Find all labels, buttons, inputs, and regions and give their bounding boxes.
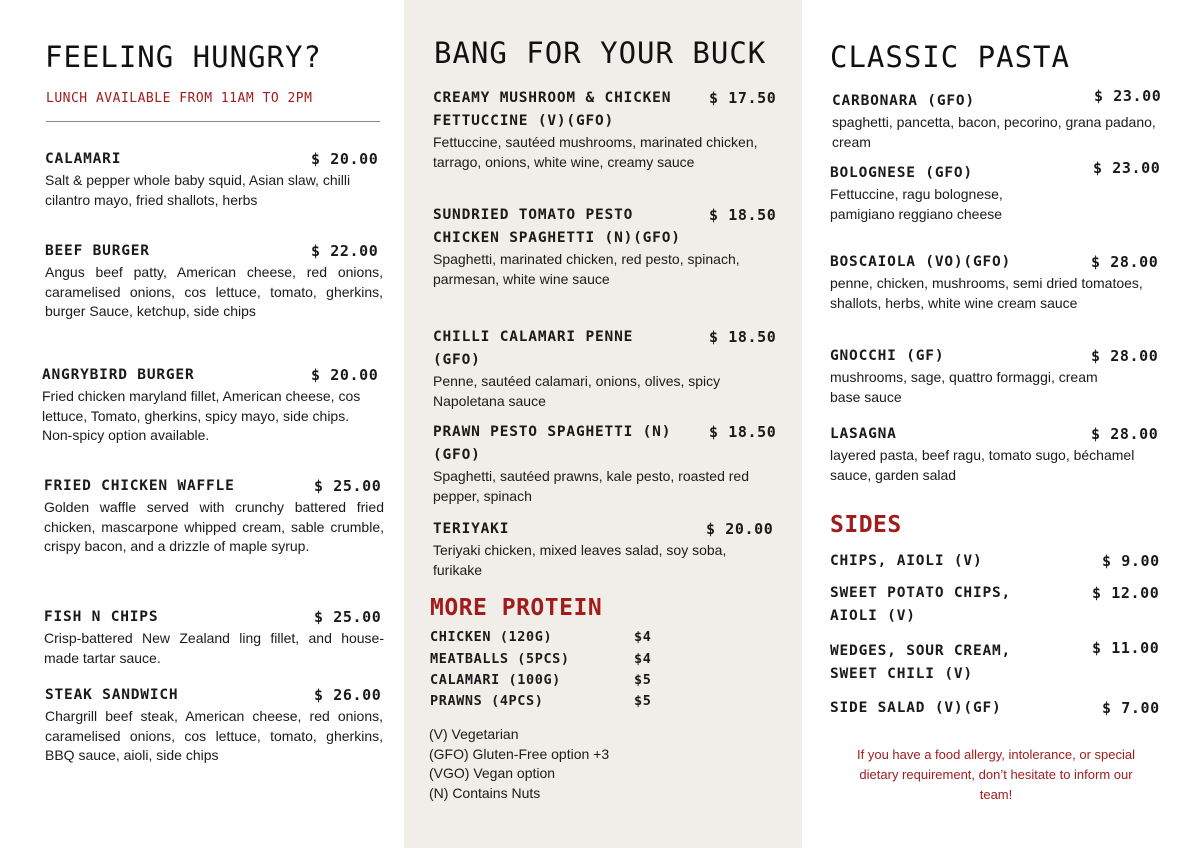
item-name: LASAGNA — [830, 426, 897, 442]
side-wedges — [830, 640, 1175, 686]
protein-price: $5 — [634, 693, 652, 709]
protein-price: $5 — [634, 672, 652, 688]
item-price: $ 28.00 — [1091, 253, 1159, 271]
column-feeling-hungry — [0, 0, 404, 848]
item-description: Fettuccine, sautéed mushrooms, marinated chicken, tarrago, onions, white wine, creamy sauce — [433, 134, 758, 170]
lunch-hours-subtitle: LUNCH AVAILABLE FROM 11AM TO 2PM — [46, 91, 313, 106]
item-name: FISH N CHIPS — [44, 609, 159, 625]
item-price: $ 23.00 — [1094, 87, 1162, 105]
item-name: CARBONARA (GFO) — [832, 93, 975, 109]
item-description: mushrooms, sage, quattro formaggi, cream base sauce — [830, 369, 1098, 405]
menu-item-lasagna — [830, 423, 1175, 485]
item-description: layered pasta, beef ragu, tomato sugo, béchamel sauce, garden salad — [830, 447, 1135, 483]
section-title: BANG FOR YOUR BUCK — [434, 36, 767, 70]
column-bang-for-your-buck — [404, 0, 802, 848]
item-description: Angus beef patty, American cheese, red onions, caramelised onions, cos lettuce, tomato, gherkins, burger Sauce, ketchup, side chips — [45, 264, 383, 319]
item-price: $ 18.50 — [709, 328, 777, 346]
item-price: $ 22.00 — [311, 242, 379, 260]
item-name: PRAWN PESTO SPAGHETTI (N)(GFO) — [433, 424, 672, 463]
legend-gluten-free-option: (GFO) Gluten-Free option +3 — [429, 745, 610, 762]
protein-name: CHICKEN (120G) — [430, 629, 553, 645]
menu-item-beef-burger — [45, 240, 383, 322]
menu-item-steak-sandwich — [45, 684, 383, 766]
item-name: STEAK SANDWICH — [45, 687, 179, 703]
menu-item-calamari — [45, 148, 383, 210]
item-price: $ 11.00 — [1092, 639, 1160, 657]
item-description: penne, chicken, mushrooms, semi dried tomatoes, shallots, herbs, white wine cream sauce — [830, 275, 1143, 311]
dietary-legend — [429, 725, 609, 804]
item-price: $ 7.00 — [1102, 699, 1160, 717]
item-description: Spaghetti, marinated chicken, red pesto, spinach, parmesan, white wine sauce — [433, 251, 740, 287]
item-description: Fettuccine, ragu bolognese, pamigiano reggiano cheese — [830, 186, 1003, 222]
item-price: $ 9.00 — [1102, 552, 1160, 570]
item-name: CHIPS, AIOLI (V) — [830, 553, 983, 569]
item-name: CREAMY MUSHROOM & CHICKEN FETTUCCINE (V)(GFO) — [433, 90, 672, 129]
item-name: BEEF BURGER — [45, 243, 150, 259]
legend-vegan-option: (VGO) Vegan option — [429, 765, 556, 782]
item-description: Spaghetti, sautéed prawns, kale pesto, roasted red pepper, spinach — [433, 468, 749, 504]
item-name: TERIYAKI — [433, 521, 510, 537]
item-name: BOLOGNESE (GFO) — [830, 165, 973, 181]
divider — [46, 121, 380, 122]
item-price: $ 28.00 — [1091, 425, 1159, 443]
item-description: Crisp-battered New Zealand ling fillet, and house-made tartar sauce. — [44, 630, 384, 666]
menu-item-angrybird-burger — [42, 364, 380, 446]
legend-vegetarian: (V) Vegetarian — [429, 726, 519, 742]
section-title: CLASSIC PASTA — [830, 40, 1070, 74]
menu-item-chilli-calamari-penne — [433, 326, 783, 411]
item-name: SUNDRIED TOMATO PESTO CHICKEN SPAGHETTI (N)(GFO) — [433, 207, 681, 246]
menu-item-fried-chicken-waffle — [44, 475, 384, 557]
column-classic-pasta — [802, 0, 1200, 848]
item-name: SIDE SALAD (V)(GF) — [830, 700, 1002, 716]
item-description: spaghetti, pancetta, bacon, pecorino, grana padano, cream — [832, 114, 1156, 150]
side-chips-aioli — [830, 550, 1175, 573]
sides-heading: SIDES — [830, 512, 902, 538]
protein-price: $4 — [634, 629, 652, 645]
item-name: CHILLI CALAMARI PENNE (GFO) — [433, 329, 634, 368]
item-price: $ 23.00 — [1093, 159, 1161, 177]
protein-row-chicken — [430, 627, 690, 648]
menu-item-prawn-pesto-spaghetti — [433, 421, 783, 506]
menu-item-carbonara — [832, 87, 1177, 152]
menu-item-sundried-tomato-pesto — [433, 204, 783, 289]
item-price: $ 20.00 — [706, 520, 774, 538]
allergy-note: If you have a food allergy, intolerance, or special dietary requirement, don’t hesitate to inform our team! — [857, 747, 1135, 802]
section-title: FEELING HUNGRY? — [45, 40, 322, 74]
protein-row-meatballs — [430, 649, 690, 670]
item-price: $ 12.00 — [1092, 584, 1160, 602]
item-name: CALAMARI — [45, 151, 122, 167]
item-name: BOSCAIOLA (VO)(GFO) — [830, 254, 1012, 270]
item-description: Chargrill beef steak, American cheese, red onions, caramelised onions, cos lettuce, tomato, gherkins, BBQ sauce, aioli, side chips — [45, 708, 383, 763]
item-price: $ 20.00 — [311, 366, 379, 384]
item-price: $ 28.00 — [1091, 347, 1159, 365]
item-price: $ 20.00 — [311, 150, 379, 168]
item-price: $ 17.50 — [709, 89, 777, 107]
protein-name: MEATBALLS (5PCS) — [430, 651, 570, 667]
legend-contains-nuts: (N) Contains Nuts — [429, 785, 541, 802]
menu-item-teriyaki — [433, 518, 783, 580]
item-price: $ 25.00 — [314, 608, 382, 626]
item-description: Fried chicken maryland fillet, American cheese, cos lettuce, Tomato, gherkins, spicy mayo, side chips. Non-spicy option available. — [42, 388, 361, 443]
menu-item-boscaiola — [830, 251, 1175, 313]
item-name: SWEET POTATO CHIPS, AIOLI (V) — [830, 585, 1012, 624]
item-description: Salt & pepper whole baby squid, Asian slaw, chilli cilantro mayo, fried shallots, herbs — [45, 172, 351, 208]
protein-name: PRAWNS (4PCS) — [430, 693, 544, 709]
item-description: Penne, sautéed calamari, onions, olives, spicy Napoletana sauce — [433, 373, 721, 409]
item-price: $ 26.00 — [314, 686, 382, 704]
menu-item-bolognese — [830, 159, 1175, 224]
item-description: Golden waffle served with crunchy battered fried chicken, mascarpone whipped cream, sable crumble, crispy bacon, and a drizzle of maple syrup. — [44, 499, 384, 554]
side-salad — [830, 697, 1175, 720]
protein-row-prawns — [430, 691, 690, 712]
item-name: ANGRYBIRD BURGER — [42, 367, 195, 383]
item-name: WEDGES, SOUR CREAM, SWEET CHILI (V) — [830, 643, 1012, 682]
side-sweet-potato-chips — [830, 582, 1175, 628]
more-protein-heading: MORE PROTEIN — [430, 595, 603, 621]
item-price: $ 18.50 — [709, 206, 777, 224]
menu-item-fish-n-chips — [44, 606, 384, 668]
item-name: FRIED CHICKEN WAFFLE — [44, 478, 235, 494]
item-price: $ 18.50 — [709, 423, 777, 441]
protein-price: $4 — [634, 651, 652, 667]
protein-name: CALAMARI (100G) — [430, 672, 561, 688]
menu-item-gnocchi — [830, 345, 1175, 407]
item-description: Teriyaki chicken, mixed leaves salad, soy soba, furikake — [433, 542, 727, 578]
menu-item-creamy-mushroom-chicken — [433, 87, 783, 172]
protein-row-calamari — [430, 670, 690, 691]
item-name: GNOCCHI (GF) — [830, 348, 945, 364]
item-price: $ 25.00 — [314, 477, 382, 495]
